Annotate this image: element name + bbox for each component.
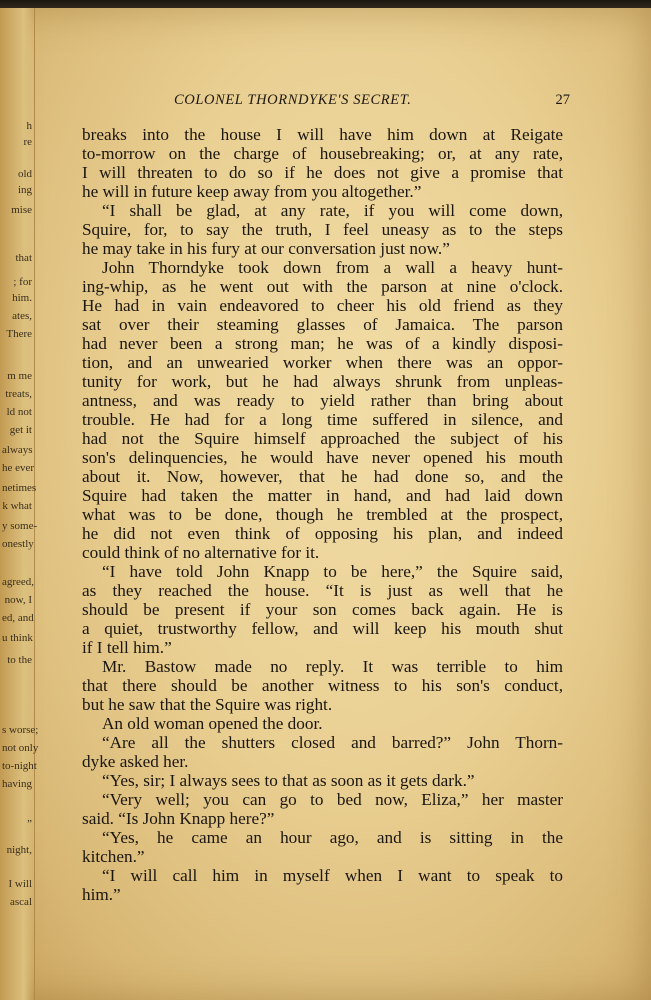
bleed-fragment: netimes: [2, 482, 37, 494]
bleed-fragment: always: [2, 444, 33, 456]
bleed-fragment: treats,: [5, 388, 32, 400]
bleed-fragment: ates,: [12, 310, 32, 322]
text-line: could think of no alternative for it.: [82, 543, 320, 562]
bleed-fragment: to-night: [2, 760, 37, 772]
text-line: An old woman opened the door.: [102, 714, 323, 733]
left-page-gutter: [0, 8, 39, 1000]
text-line: as they reached the house. “It is just as well that he: [82, 581, 563, 600]
bleed-fragment: u think: [2, 632, 33, 644]
text-line: sat over their steaming glasses of Jamaica. The parson: [82, 315, 563, 334]
text-line: a quiet, trustworthy fellow, and will keep his mouth shut: [82, 619, 563, 638]
bleed-fragment: now, I: [4, 594, 32, 606]
bleed-fragment: ”: [27, 818, 32, 830]
text-line: if I tell him.”: [82, 638, 172, 657]
page-header: [174, 92, 570, 112]
bleed-fragment: s worse;: [2, 724, 39, 736]
text-line: had not the Squire himself approached the subject of his: [82, 429, 563, 448]
bleed-fragment: ld not: [6, 406, 32, 418]
bleed-fragment: ; for: [13, 276, 32, 288]
text-line: He had in vain endeavored to cheer his old friend as they: [82, 296, 563, 315]
text-line: about it. Now, however, that he had done so, and the: [82, 467, 563, 486]
text-line: “Yes, he came an hour ago, and is sitting in the: [102, 828, 563, 847]
bleed-fragment: to the: [7, 654, 32, 666]
bleed-fragment: onestly: [2, 538, 34, 550]
text-line: Mr. Bastow made no reply. It was terrible to him: [102, 657, 563, 676]
bleed-fragment: he ever: [2, 462, 35, 474]
text-line: John Thorndyke took down from a wall a heavy hunt-: [102, 258, 563, 277]
text-line: trouble. He had for a long time suffered in silence, and: [82, 410, 563, 429]
bleed-fragment: m me: [7, 370, 32, 382]
text-line: said. “Is John Knapp here?”: [82, 809, 275, 828]
text-line: Squire had taken the matter in hand, and had laid down: [82, 486, 563, 505]
text-line: had never been a strong man; he was of a kindly disposi-: [82, 334, 563, 353]
bleed-fragment: old: [17, 168, 32, 180]
bleed-fragment: I will: [8, 878, 32, 890]
text-line: dyke asked her.: [82, 752, 189, 771]
text-line: he will in future keep away from you altogether.”: [82, 182, 422, 201]
text-line: he did not even think of opposing his plan, and indeed: [82, 524, 563, 543]
bleed-fragment: agreed,: [2, 576, 35, 588]
text-line: ing-whip, as he went out with the parson at nine o'clock.: [82, 277, 563, 296]
text-line: Squire, for, to say the truth, I feel uneasy as to the steps: [82, 220, 563, 239]
bleed-fragment: mise: [11, 204, 32, 216]
bleed-fragment: him.: [12, 292, 32, 304]
text-line: “Are all the shutters closed and barred?” John Thorn-: [102, 733, 563, 752]
text-line: that there should be another witness to his son's conduct,: [82, 676, 563, 695]
bleed-fragment: ing: [17, 184, 32, 196]
text-line: tunity for work, but he had always shrunk from unpleas-: [82, 372, 563, 391]
text-line: antness, and was ready to yield rather than bring about: [82, 391, 563, 410]
bleed-fragment: y some-: [2, 520, 38, 532]
bleed-fragment: that: [15, 252, 32, 264]
bleed-fragment: night,: [6, 844, 32, 856]
bleed-fragment: having: [2, 778, 32, 790]
bleed-fragment: re: [23, 136, 32, 148]
text-line: “I have told John Knapp to be here,” the Squire said,: [102, 562, 563, 581]
bleed-fragment: k what: [2, 500, 32, 512]
text-line: “Yes, sir; I always sees to that as soon as it gets dark.”: [102, 771, 475, 790]
bleed-fragment: not only: [2, 742, 39, 754]
bleed-fragment: There: [6, 328, 32, 340]
text-line: should be present if your son comes back again. He is: [82, 600, 563, 619]
bleed-fragment: h: [26, 120, 32, 132]
text-line: but he saw that the Squire was right.: [82, 695, 333, 714]
page-number: 27: [555, 92, 570, 108]
bleed-fragment: ascal: [10, 896, 32, 908]
text-line: him.”: [82, 885, 121, 904]
text-line: to-morrow on the charge of housebreaking; or, at any rate,: [82, 144, 563, 163]
body-text: [82, 125, 563, 904]
text-line: I will threaten to do so if he does not give a promise that: [82, 163, 563, 182]
bleed-fragment: ed, and: [2, 612, 34, 624]
running-title: COLONEL THORNDYKE'S SECRET.: [174, 92, 412, 108]
text-line: breaks into the house I will have him down at Reigate: [82, 125, 563, 144]
text-line: son's delinquencies, he would have never opened his mouth: [82, 448, 563, 467]
text-line: “Very well; you can go to bed now, Eliza,” her master: [102, 790, 563, 809]
text-line: “I will call him in myself when I want to speak to: [102, 866, 563, 885]
text-line: “I shall be glad, at any rate, if you will come down,: [102, 201, 563, 220]
text-line: he may take in his fury at our conversation just now.”: [82, 239, 450, 258]
text-line: kitchen.”: [82, 847, 145, 866]
text-line: what was to be done, though he trembled at the prospect,: [82, 505, 563, 524]
text-line: tion, and an unwearied worker when there was an oppor-: [82, 353, 563, 372]
bleed-fragment: get it: [9, 424, 32, 436]
